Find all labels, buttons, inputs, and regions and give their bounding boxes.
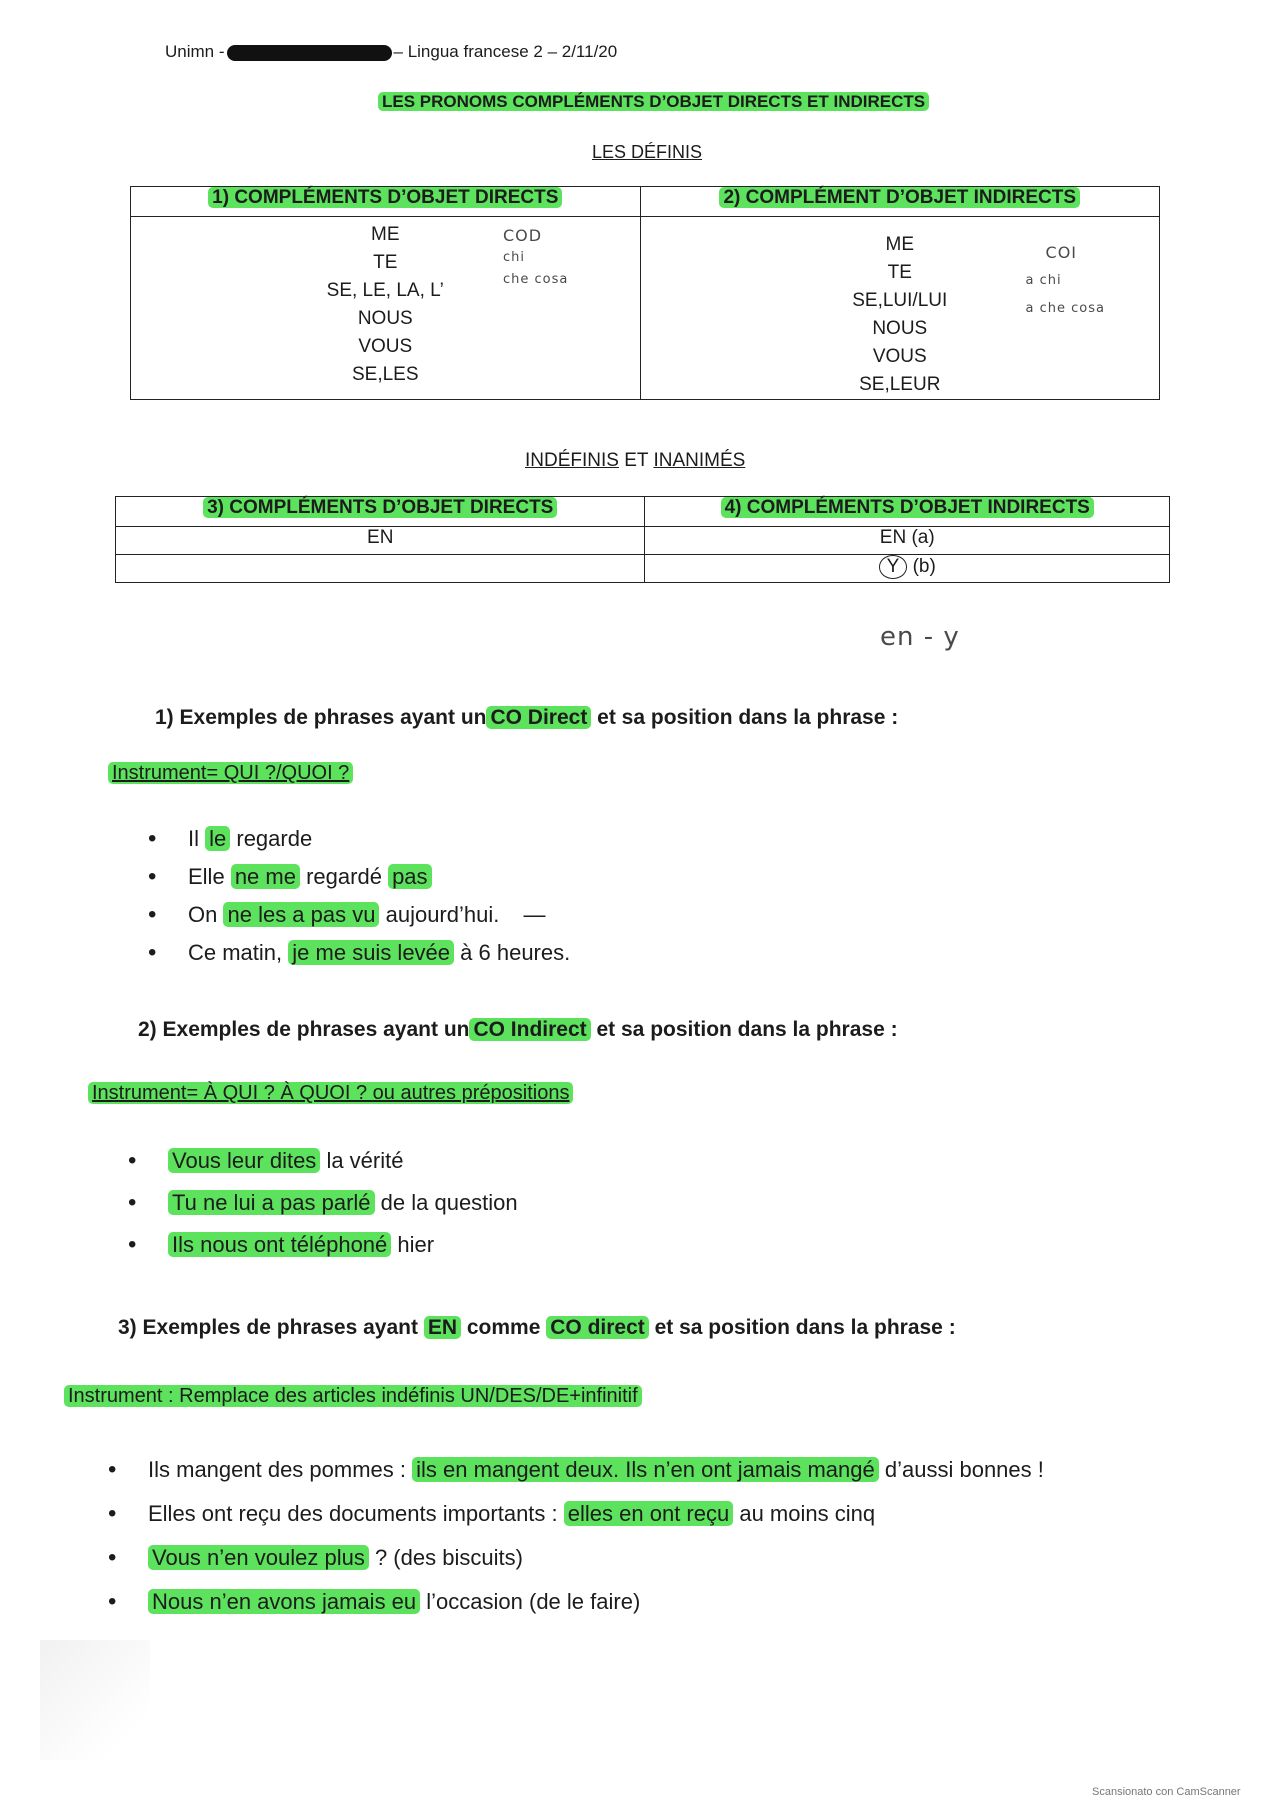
coi-pronoun: SE,LEUR [859,374,941,395]
table1-coi-cell [640,217,1159,400]
section-definis-title: LES DÉFINIS [592,142,703,162]
redacted-name [227,45,392,61]
header-line [165,42,617,62]
header-prefix: Unimn - [165,42,225,61]
table2-cod-empty [116,555,645,583]
list-item: • Elle ne me regardé pas [148,858,570,896]
coi-pronoun: SE,LUI/LUI [852,290,948,311]
handwritten-note-cod: COD chi che cosa [503,226,569,287]
section3-examples [108,1448,1044,1624]
list-item: • Elles ont reçu des documents importants : elles en ont reçu au moins cinq [108,1492,1044,1536]
table1-header-cod: 1) COMPLÉMENTS D’OBJET DIRECTS [131,187,641,217]
list-item: • Tu ne lui a pas parlé de la question [128,1182,518,1224]
table2-header-coi: 4) COMPLÉMENTS D’OBJET INDIRECTS [645,497,1170,527]
list-item: • Vous n’en voulez plus ? (des biscuits) [108,1536,1044,1580]
page-title: LES PRONOMS COMPLÉMENTS D’OBJET DIRECTS ET INDIRECTS [378,92,929,112]
list-item: • Il le regarde [148,820,570,858]
list-item: • Ce matin, je me suis levée à 6 heures. [148,934,570,972]
table-definis [130,186,1160,400]
handwritten-en-y: en - y [880,622,960,652]
list-item: • Ils mangent des pommes : ils en mangent deux. Ils n’en ont jamais mangé d’aussi bonnes ! [108,1448,1044,1492]
table2-header-cod: 3) COMPLÉMENTS D’OBJET DIRECTS [116,497,645,527]
coi-pronoun: NOUS [872,318,928,339]
section-indefinis-title: INDÉFINIS ET INANIMÉS [525,450,746,471]
list-item: • On ne les a pas vu aujourd’hui. — [148,896,570,934]
section1-examples [148,820,570,972]
table1-cod-cell [131,217,641,400]
section1-heading: 1) Exemples de phrases ayant un CO Direct et sa position dans la phrase : [155,706,899,729]
coi-pronoun: VOUS [872,346,927,367]
list-item: • Nous n’en avons jamais eu l’occasion (de le faire) [108,1580,1044,1624]
list-item: • Ils nous ont téléphoné hier [128,1224,518,1266]
cod-pronoun: TE [373,252,398,273]
section1-instrument: Instrument= QUI ?/QUOI ? [108,762,353,785]
cod-pronoun: SE,LES [351,364,419,385]
table-indefinis [115,496,1170,583]
section2-instrument: Instrument= À QUI ? À QUOI ? ou autres prépositions [88,1082,573,1105]
cod-pronoun: SE, LE, LA, L’ [326,280,444,301]
coi-pronoun: TE [887,262,912,283]
section3-heading: 3) Exemples de phrases ayant EN comme CO direct et sa position dans la phrase : [118,1316,956,1339]
circled-y: Y [879,555,908,579]
cod-pronoun: VOUS [358,336,413,357]
header-suffix: – Lingua francese 2 – 2/11/20 [393,42,618,61]
handwritten-note-coi: COI a chi a che cosa [1025,243,1105,316]
table2-coi-y: Y (b) [645,555,1170,583]
list-item: • Vous leur dites la vérité [128,1140,518,1182]
section2-examples [128,1140,518,1266]
cod-pronoun: ME [371,224,400,245]
cod-pronoun: NOUS [357,308,413,329]
section3-instrument: Instrument : Remplace des articles indéfinis UN/DES/DE+infinitif [64,1385,642,1408]
camscanner-watermark: Scansionato con CamScanner [1092,1786,1241,1798]
table2-cod-en: EN [116,527,645,555]
coi-pronoun: ME [885,234,915,255]
scan-shadow [40,1640,150,1760]
section2-heading: 2) Exemples de phrases ayant un CO Indirect et sa position dans la phrase : [138,1018,898,1041]
table2-coi-en: EN (a) [645,527,1170,555]
table1-header-coi: 2) COMPLÉMENT D’OBJET INDIRECTS [640,187,1159,217]
